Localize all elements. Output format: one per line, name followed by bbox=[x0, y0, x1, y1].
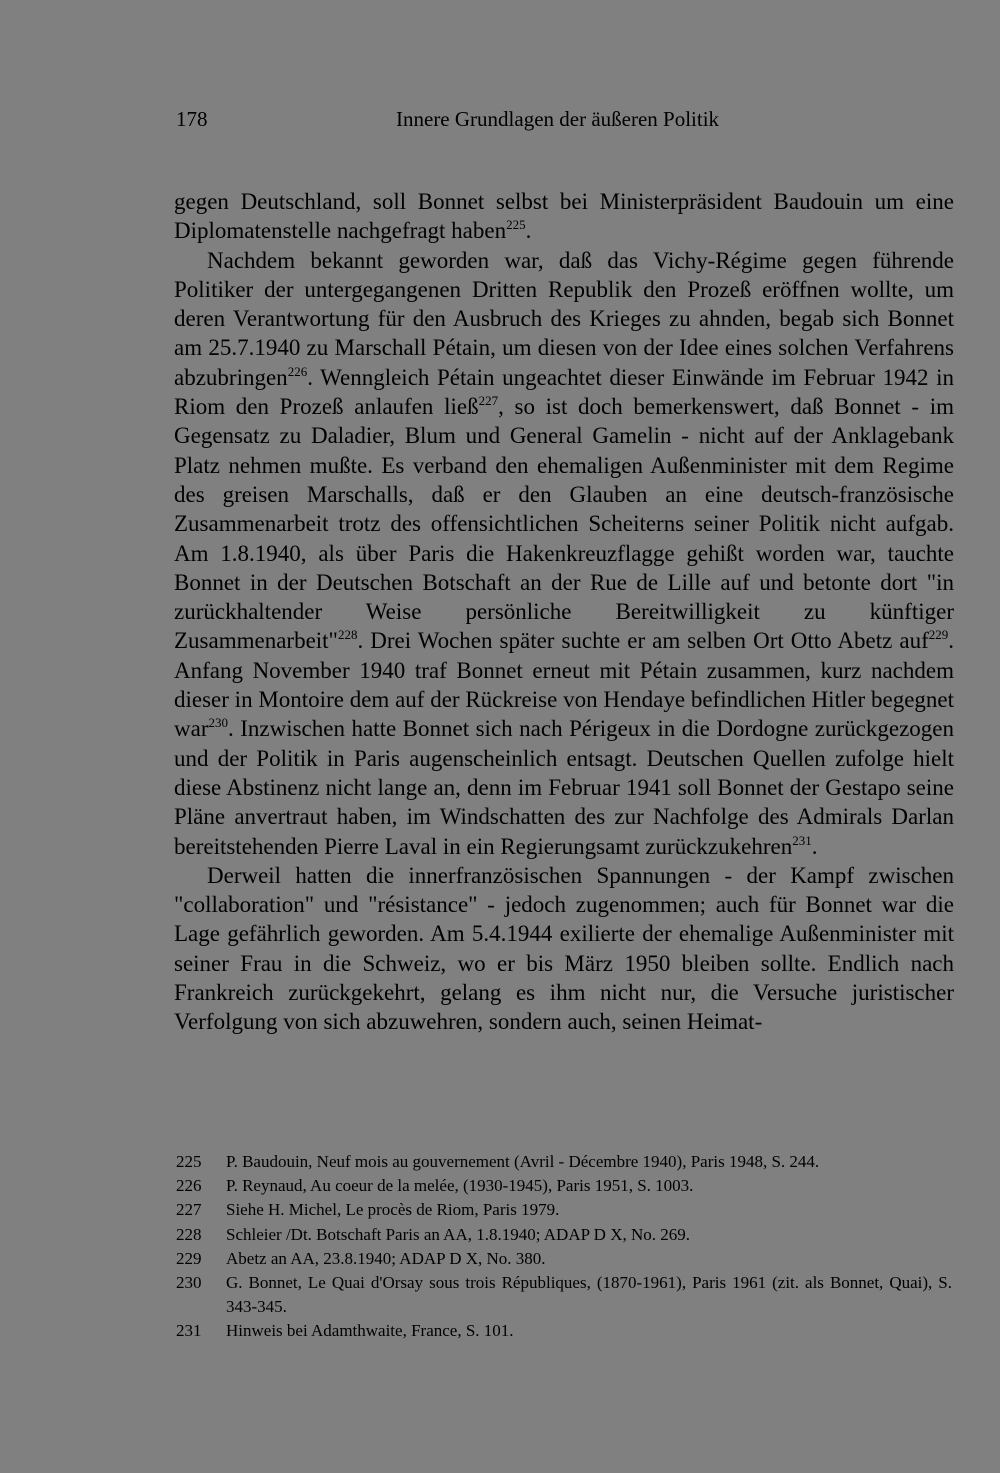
footnotes bbox=[176, 1150, 952, 1344]
text-segment: . Inzwischen hatte Bonnet sich nach Périgeux in die Dordogne zurückgezogen und der Politik in Paris augenscheinlich entsagt. Deutschen Quellen zufolge hielt diese Abstinenz nicht lange an, denn im Februar 1941 soll Bonnet der Gestapo seine Pläne anvertraut haben, im Windschatten des zur Nachfolge des Admirals Darlan bereitstehenden Pierre Laval in ein Regierungsamt zurückzukehren bbox=[174, 716, 954, 859]
footnote-text: P. Baudouin, Neuf mois au gouvernement (Avril - Décembre 1940), Paris 1948, S. 244. bbox=[226, 1152, 820, 1171]
page-number: 178 bbox=[176, 107, 208, 131]
footnote-ref: 226 bbox=[287, 363, 308, 379]
footnote-number: 225 bbox=[176, 1152, 202, 1171]
footnote-number: 231 bbox=[176, 1321, 202, 1341]
footnote-ref: 231 bbox=[792, 832, 812, 848]
text-segment: , so ist doch bemerkenswert, daß Bonnet - im Gegensatz zu Daladier, Blum und General Gamelin - nicht auf der Anklagebank Platz nehmen mußte. Es verband den ehemaligen Außenminister mit dem Regime des greisen Marschalls, daß er den Glauben an eine deutsch-französische Zusammenarbeit trotz des offensichtlichen Scheiterns seiner Politik nicht aufgab. Am 1.8.1940, als über Paris die Hakenkreuzflagge gehißt worden war, tauchte Bonnet in der Deutschen Botschaft an der Rue de Lille auf und betonte dort "in zurückhaltender Weise persönliche Bereitwilligkeit zu künftiger Zusammenarbeit" bbox=[174, 394, 954, 654]
footnote-text: Abetz an AA, 23.8.1940; ADAP D X, No. 380. bbox=[226, 1248, 546, 1268]
text-segment: Nachdem bekannt geworden war, daß das Vichy-Régime gegen führende Politiker der untergegangenen Dritten Republik den Prozeß eröffnen wollte, um deren Verantwortung für den Ausbruch des Krieges zu ahnden, begab sich Bonnet am 25.7.1940 zu Marschall Pétain, um diesen von der Idee eines solchen Verfahrens abzubringen bbox=[174, 247, 954, 390]
footnote bbox=[176, 1150, 952, 1174]
body-text bbox=[174, 187, 954, 1037]
footnote-text: P. Reynaud, Au coeur de la melée, (1930-1945), Paris 1951, S. 1003. bbox=[226, 1176, 694, 1196]
footnote bbox=[176, 1223, 952, 1247]
paragraph bbox=[174, 861, 954, 1037]
footnote-ref: 230 bbox=[208, 715, 228, 731]
footnote bbox=[176, 1247, 952, 1271]
text-segment: Derweil hatten die innerfranzösischen Spannungen - der Kampf zwischen "collaboration" und "résistance" - jedoch zugenommen; auch für Bonnet war die Lage gefährlich geworden. Am 5.4.1944 exilierte der ehemalige Außenminister mit seiner Frau in die Schweiz, wo er bis März 1950 bleiben sollte. Endlich nach Frankreich zurückgekehrt, gelang es ihm nicht nur, die Versuche juristischer Verfolgung von sich abzuwehren, sondern auch, seinen Heimat- bbox=[174, 862, 954, 1035]
footnote bbox=[176, 1271, 952, 1319]
footnote bbox=[176, 1174, 952, 1198]
text-segment: . bbox=[525, 218, 532, 244]
footnote-number: 228 bbox=[176, 1224, 202, 1244]
footnote-ref: 227 bbox=[478, 393, 499, 409]
footnote bbox=[176, 1319, 952, 1343]
text-segment: . Drei Wochen später suchte er am selben Ort Otto Abetz auf bbox=[357, 628, 929, 654]
text-segment: . Wenngleich Pétain ungeachtet dieser Einwände im Februar 1942 in Riom den Prozeß anlaufen ließ bbox=[174, 364, 954, 420]
running-title: Innere Grundlagen der äußeren Politik bbox=[396, 107, 720, 131]
page-header bbox=[176, 106, 736, 132]
text-segment: . Anfang November 1940 traf Bonnet erneut mit Pétain zusammen, kurz nachdem dieser in Montoire dem auf der Rückreise von Hendaye befindlichen Hitler begegnet war bbox=[174, 628, 954, 742]
footnote-text: Siehe H. Michel, Le procès de Riom, Paris 1979. bbox=[226, 1200, 560, 1220]
footnote-number: 230 bbox=[176, 1273, 202, 1293]
footnote-number: 229 bbox=[176, 1248, 202, 1268]
footnote-ref: 229 bbox=[928, 627, 949, 643]
text-segment: gegen Deutschland, soll Bonnet selbst bei Ministerpräsident Baudouin um eine Diplomatenstelle nachgefragt haben bbox=[174, 189, 954, 244]
footnote bbox=[176, 1198, 952, 1222]
footnote-ref: 228 bbox=[337, 627, 358, 643]
footnote-text: G. Bonnet, Le Quai d'Orsay sous trois Républiques, (1870-1961), Paris 1961 (zit. als Bonnet, Quai), S. 343-345. bbox=[226, 1273, 952, 1317]
footnote-number: 227 bbox=[176, 1200, 202, 1220]
paragraph bbox=[174, 246, 954, 861]
text-segment: . bbox=[811, 833, 818, 859]
paragraph bbox=[174, 187, 954, 246]
footnote-number: 226 bbox=[176, 1176, 202, 1196]
footnote-text: Schleier /Dt. Botschaft Paris an AA, 1.8.1940; ADAP D X, No. 269. bbox=[226, 1224, 691, 1244]
footnote-text: Hinweis bei Adamthwaite, France, S. 101. bbox=[226, 1321, 514, 1341]
footnote-ref: 225 bbox=[506, 217, 526, 233]
